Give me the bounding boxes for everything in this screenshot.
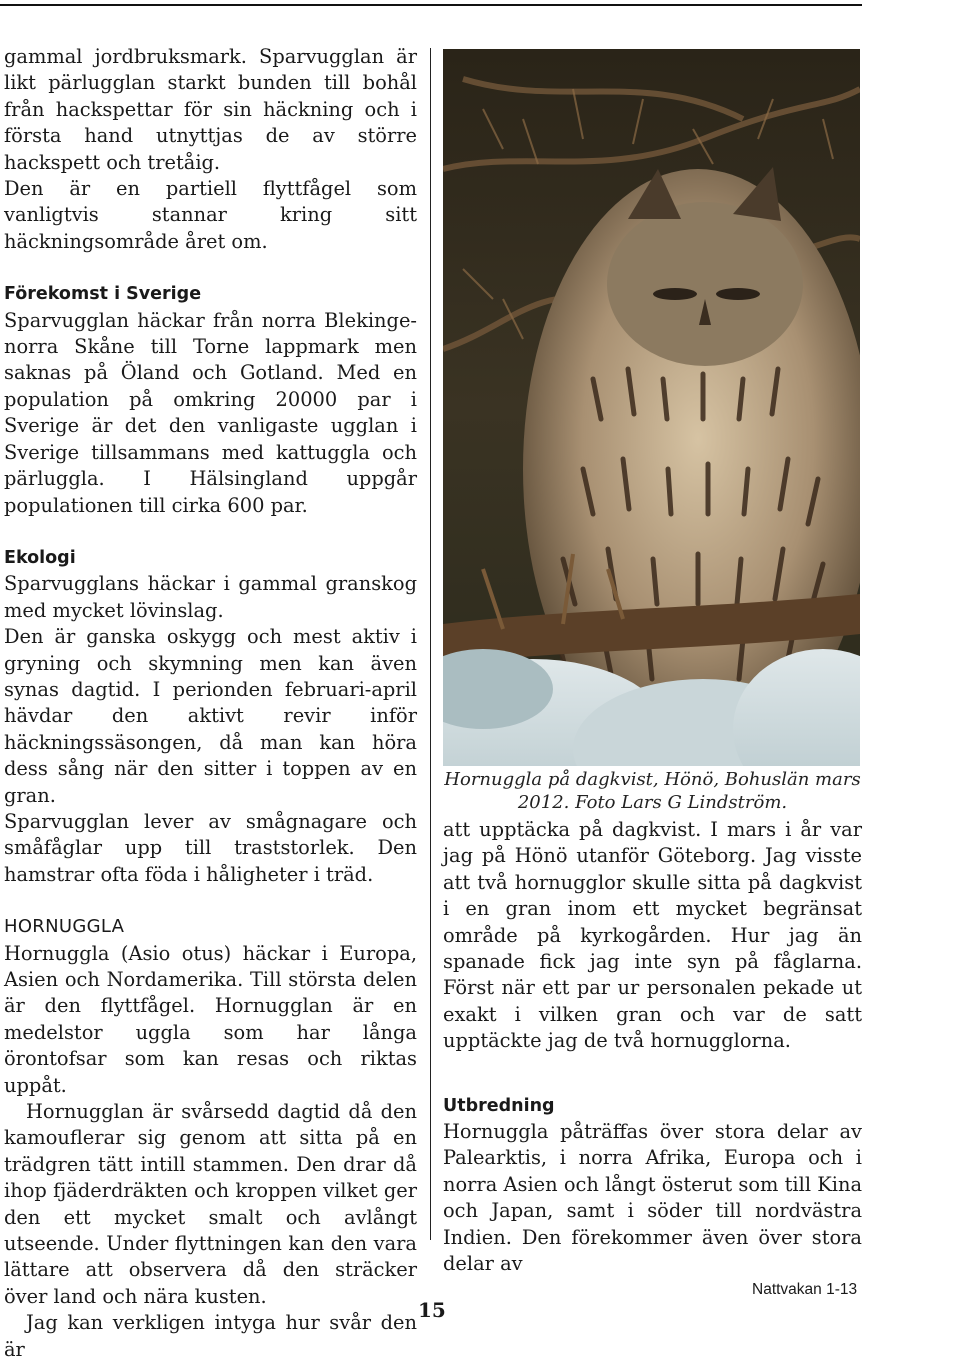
intro-paragraph: gammal jordbruksmark. Sparvugglan är likt pärlugglan starkt bunden till bohål från hackspettar för sin häckning och i första hand utnyttjas de av större hackspett och tretåig. <box>4 45 417 174</box>
continuation-text: att upptäcka på dagkvist. I mars i år var jag på Hönö utanför Göteborg. Jag visste att två hornugglor skulle sitta på dagkvist i en gran inom ett mycket begränsat område på kyrkogården. Hur jag än spanade fick jag inte syn på fåglarna. Först när ett par ur personalen pekade ut exakt i vilken gran och var de satt upptäckte jag de två hornugglorna. <box>443 818 862 1053</box>
ekologi-paragraph: Sparvugglans häckar i gammal granskog med mycket lövinslag. <box>4 572 417 622</box>
top-rule <box>0 4 862 6</box>
section-heading-ekologi: Ekologi <box>4 547 76 568</box>
forekomst-text: Sparvugglan häckar från norra Blekinge-norra Skåne till Torne lappmark men saknas på Öland och Gotland. Med en population på omkring 20000 par i Sverige är det den vanligaste ugglan i Sverige tillsammans med kattuggla och pärluggla. I Hälsingland uppgår populationen till cirka 600 par. <box>4 308 417 517</box>
ekologi-paragraph: Den är ganska oskygg och mest aktiv i gryning och skymning men kan även synas dagtid. I perionden februari-april hävdar den aktivt revir inför häckningssäsongen, då man kan höra dess sång när den sitter i toppen av en gran. <box>4 625 417 807</box>
photo-caption: Hornuggla på dagkvist, Hönö, Bohuslän mars 2012. Foto Lars G Lindström. <box>444 769 861 813</box>
right-column <box>443 817 862 1278</box>
section-heading-hornuggla: HORNUGGLA <box>4 916 125 938</box>
hornuggla-paragraph: Hornuggla (Asio otus) häckar i Europa, Asien och Nordamerika. Till största delen är den flyttfågel. Hornugglan är en medelstor uggla som har långa örontofsar som kan resas och riktas uppåt. <box>4 941 417 1097</box>
owl-photo <box>443 49 860 766</box>
hornuggla-paragraph: Hornugglan är svårsedd dagtid då den kamouflerar sig genom att sitta på en trädgren tätt intill stammen. Den drar då ihop fjäderdräkten och kroppen vilket ger den ett mycket smalt och avlångt utseende. Under flyttningen kan den vara lättare att observera då den sträcker över land och nära kusten. <box>4 1100 417 1308</box>
journal-name: Nattvakan 1-13 <box>752 1281 858 1298</box>
utbredning-text: Hornuggla påträffas över stora delar av Palearktis, i norra Afrika, Europa och i norra Asien och långt österut som till Kina och Japan, samt i söder till nordvästra Indien. Den förekommer även över stora delar av <box>443 1120 862 1276</box>
section-heading-forekomst: Förekomst i Sverige <box>4 284 202 305</box>
ekologi-paragraph: Sparvugglan lever av smågnagare och småfåglar upp till traststorlek. Den hamstrar ofta föda i håligheter i träd. <box>4 809 417 886</box>
intro-paragraph: Den är en partiell flyttfågel som vanligtvis stannar kring sitt häckningsområde året om. <box>4 177 417 253</box>
left-column <box>4 44 417 1363</box>
hornuggla-paragraph: Jag kan verkligen intyga hur svår den är <box>4 1311 417 1361</box>
column-divider <box>430 48 431 1240</box>
page-number: 15 <box>418 1298 446 1322</box>
section-heading-utbredning: Utbredning <box>443 1095 555 1116</box>
